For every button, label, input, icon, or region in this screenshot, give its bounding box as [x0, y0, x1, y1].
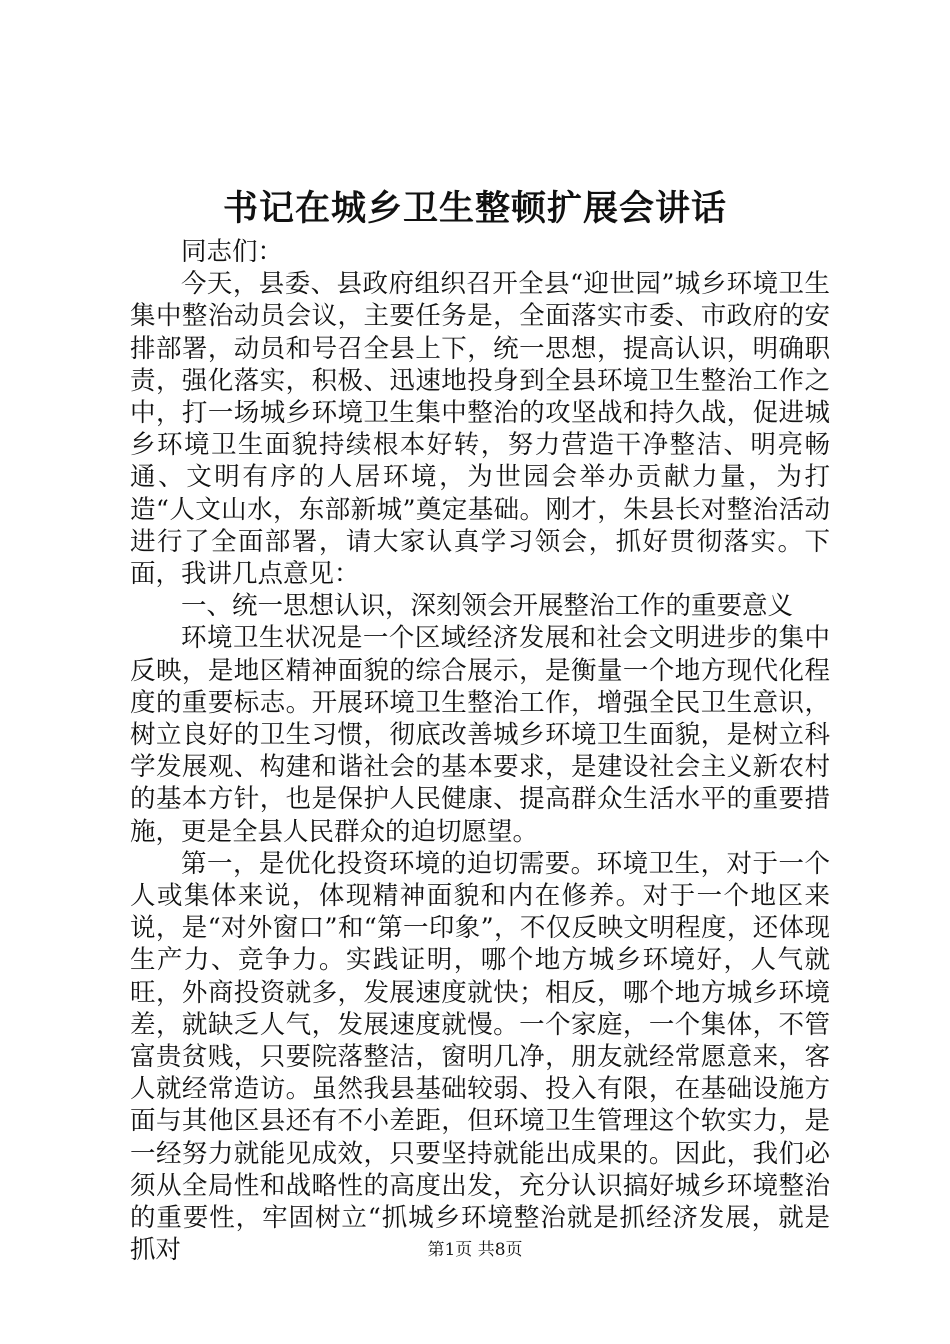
document-body [130, 236, 830, 1267]
body-paragraph: 第一，是优化投资环境的迫切需要。环境卫生，对于一个人或集体来说，体现精神面貌和内在修养。对于一个地区来说，是“对外窗口”和“第一印象”，不仅反映文明程度，还体现生产力、竞争力。实践证明，哪个地方城乡环境好，人气就旺，外商投资就多，发展速度就快；相反，哪个地方城乡环境差，就缺乏人气，发展速度就慢。一个家庭，一个集体，不管富贵贫贱，只要院落整洁，窗明几净，朋友就经常愿意来，客人就经常造访。虽然我县基础较弱、投入有限，在基础设施方面与其他区县还有不小差距，但环境卫生管理这个软实力，是一经努力就能见成效，只要坚持就能出成果的。因此，我们必须从全局性和战略性的高度出发，充分认识搞好城乡环境整治的重要性，牢固树立“抓城乡环境整治就是抓经济发展，就是抓对 [130, 848, 830, 1266]
section-heading: 一、统一思想认识，深刻领会开展整治工作的重要意义 [181, 591, 794, 622]
page-number-footer: 第1页 共8页 [427, 1240, 523, 1260]
intro-paragraph: 今天，县委、县政府组织召开全县“迎世园”城乡环境卫生集中整治动员会议，主要任务是，全面落实市委、市政府的安排部署，动员和号召全县上下，统一思想，提高认识，明确职责，强化落实，积极、迅速地投身到全县环境卫生整治工作之中，打一场城乡环境卫生集中整治的攻坚战和持久战，促进城乡环境卫生面貌持续根本好转，努力营造干净整洁、明亮畅通、文明有序的人居环境，为世园会举办贡献力量，为打造“人文山水，东部新城”奠定基础。刚才，朱县长对整治活动进行了全面部署，请大家认真学习领会，抓好贯彻落实。下面，我讲几点意见： [130, 269, 830, 590]
salutation-paragraph: 同志们： [181, 237, 284, 267]
document-title: 书记在城乡卫生整顿扩展会讲话 [222, 188, 727, 229]
body-paragraph: 环境卫生状况是一个区域经济发展和社会文明进步的集中反映，是地区精神面貌的综合展示，是衡量一个地方现代化程度的重要标志。开展环境卫生整治工作，增强全民卫生意识，树立良好的卫生习惯，彻底改善城乡环境卫生面貌，是树立科学发展观、构建和谐社会的基本要求，是建设社会主义新农村的基本方针，也是保护人民健康、提高群众生活水平的重要措施，更是全县人民群众的迫切愿望。 [130, 623, 830, 847]
